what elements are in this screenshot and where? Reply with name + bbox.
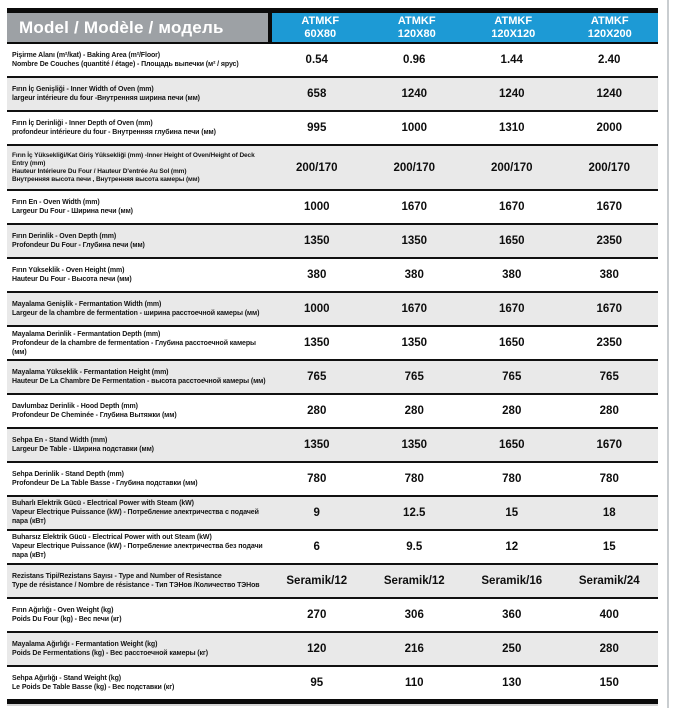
table-row <box>7 497 658 531</box>
row-label-line: Hauteur De La Chambre De Fermentation - высота расстоечной камеры (мм) <box>12 378 266 386</box>
row-value: 280 <box>502 405 522 418</box>
row-label-line: Fırın Derinlik - Oven Depth (mm) <box>12 233 117 241</box>
row-label <box>7 633 268 665</box>
table-row <box>7 565 658 599</box>
table-row <box>7 327 658 361</box>
row-label-line: Type de résistance / Nombre de résistance - Тип ТЭНов /Количество ТЭНов <box>12 581 260 589</box>
row-label-line: Poids De Fermentations (kg) - Вес расстоечной камеры (кг) <box>12 649 208 657</box>
row-label <box>7 44 268 76</box>
row-value: 120 <box>307 642 327 655</box>
table-row <box>7 667 658 699</box>
row-label <box>7 259 268 291</box>
row-value: 1350 <box>401 337 428 350</box>
column-size-label: 120X80 <box>397 27 436 40</box>
row-value: 1310 <box>498 121 525 134</box>
row-value: Seramik/16 <box>481 574 543 587</box>
row-value: 380 <box>307 269 327 282</box>
row-label <box>7 599 268 631</box>
row-value: 250 <box>502 642 522 655</box>
row-value: 1240 <box>498 87 525 100</box>
row-label <box>7 497 268 529</box>
row-value: 12.5 <box>403 506 426 519</box>
row-label-line: Mayalama Yükseklik - Fermantation Height (mm) <box>12 369 169 377</box>
row-value: 995 <box>307 121 327 134</box>
row-value: 2350 <box>596 337 623 350</box>
row-label <box>7 565 268 597</box>
column-size-label: 120X120 <box>491 27 536 40</box>
column-header-atmkf-120x200 <box>562 13 659 42</box>
row-label-line: Le Poids De Table Basse (kg) - Вес подставки (кг) <box>12 683 175 691</box>
row-value: 1650 <box>498 439 525 452</box>
column-series-label: ATMKF <box>301 15 340 27</box>
row-label-line: Sehpa En - Stand Width (mm) <box>12 437 108 445</box>
row-value: 380 <box>502 269 522 282</box>
table-row <box>7 259 658 293</box>
row-label <box>7 361 268 393</box>
column-header-atmkf-120x120 <box>465 13 562 42</box>
row-label-line: Mayalama Derinlik - Fermantation Depth (mm) <box>12 330 161 338</box>
row-label-line: Buharsız Elektrik Gücü - Electrical Power with out Steam (kW) <box>12 534 212 542</box>
row-value: 780 <box>502 473 522 485</box>
row-value: 6 <box>313 540 320 553</box>
row-label-line: Sehpa Ağırlığı - Stand Weight (kg) <box>12 674 121 682</box>
table-row <box>7 633 658 667</box>
row-value: 1.44 <box>500 53 523 66</box>
row-value: 1650 <box>498 337 525 350</box>
row-value: 658 <box>307 87 327 100</box>
table-row <box>7 112 658 146</box>
table-row <box>7 395 658 429</box>
row-label-line: largeur intérieure du four -Внутренняя ширина печи (мм) <box>12 94 200 102</box>
row-value: 130 <box>502 676 522 689</box>
row-value: 280 <box>404 405 424 418</box>
row-label-line: Profondeur De Cheminée - Глубина Вытяжки (мм) <box>12 412 177 420</box>
row-label <box>7 395 268 427</box>
row-label-line: Largeur De Table - Ширина подставки (мм) <box>12 446 154 454</box>
table-row <box>7 44 658 78</box>
row-label <box>7 327 268 359</box>
row-value: 1670 <box>498 303 525 316</box>
column-size-label: 120X200 <box>587 27 632 40</box>
row-label <box>7 78 268 110</box>
row-value: 1670 <box>596 303 623 316</box>
row-label-line: Rezistans Tipi/Rezistans Sayısı - Type and Number of Resistance <box>12 572 222 580</box>
row-value: 1350 <box>401 439 428 452</box>
table-row <box>7 599 658 633</box>
row-value: 1670 <box>596 439 623 452</box>
page-right-border <box>667 0 669 708</box>
row-label <box>7 293 268 325</box>
row-value: 200/170 <box>490 161 533 174</box>
row-label-line: profondeur intérieure du four - Внутренняя глубина печи (мм) <box>12 128 216 136</box>
row-label-line: Fırın En - Oven Width (mm) <box>12 199 100 207</box>
row-label-line: Fırın İç Derinliği - Inner Depth of Oven (mm) <box>12 119 153 127</box>
row-value: 1670 <box>498 201 525 214</box>
row-value: 765 <box>502 371 522 384</box>
row-value: 1000 <box>303 201 330 214</box>
row-label <box>7 191 268 223</box>
row-value: 280 <box>599 642 619 655</box>
row-value: 110 <box>404 676 424 689</box>
table-row <box>7 225 658 259</box>
row-label <box>7 225 268 257</box>
row-value: 1350 <box>303 235 330 248</box>
row-value: 360 <box>502 608 522 621</box>
row-label-line: Profondeur De La Table Basse - Глубина подставки (мм) <box>12 480 198 487</box>
row-value: 380 <box>599 269 619 282</box>
row-label-line: Fırın Yükseklik - Oven Height (mm) <box>12 267 125 275</box>
row-value: 12 <box>505 540 519 553</box>
row-value: 0.96 <box>403 53 426 66</box>
row-label-line: Hauteur Du Four - Высота печи (мм) <box>12 276 132 284</box>
row-value: 780 <box>307 473 327 485</box>
column-series-label: ATMKF <box>494 15 533 27</box>
row-value: 1000 <box>401 121 428 134</box>
row-label-line: Mayalama Genişlik - Fermantation Width (mm) <box>12 301 162 309</box>
row-value: 9.5 <box>406 540 423 553</box>
column-header-atmkf-60x80 <box>272 13 369 42</box>
row-label-line: Profondeur de la chambre de fermentation - Глубина расстоечной камеры (мм) <box>12 339 256 356</box>
row-label-line: Poids Du Four (kg) - Вес печи (кг) <box>12 615 122 623</box>
row-value: 15 <box>505 506 519 519</box>
column-series-label: ATMKF <box>590 15 629 27</box>
row-label-line: Mayalama Ağırlığı - Fermantation Weight (kg) <box>12 640 158 648</box>
row-value: 765 <box>404 371 424 384</box>
row-value: 1650 <box>498 235 525 248</box>
row-value: 200/170 <box>393 161 436 174</box>
row-value: Seramik/12 <box>383 574 445 587</box>
row-value: 1670 <box>401 303 428 316</box>
row-label-line: Sehpa Derinlik - Stand Depth (mm) <box>12 471 124 478</box>
table-row <box>7 361 658 395</box>
model-columns-band <box>272 13 658 42</box>
row-label-line: Внутренняя высота печи , Внутренняя высота камеры (мм) <box>12 175 200 183</box>
row-label-line: Fırın Ağırlığı - Oven Weight (kg) <box>12 606 114 614</box>
row-value: 270 <box>307 608 327 621</box>
row-value: 2000 <box>596 121 623 134</box>
row-label-line: Profondeur Du Four - Глубина печи (мм) <box>12 242 145 250</box>
row-label <box>7 463 268 495</box>
table-header-row <box>7 13 658 42</box>
table-row <box>7 78 658 112</box>
row-value: 400 <box>599 608 619 621</box>
row-label-line: Davlumbaz Derinlik - Hood Depth (mm) <box>12 403 138 411</box>
row-value: 780 <box>404 473 424 485</box>
row-value: 216 <box>404 642 424 655</box>
row-value: 200/170 <box>588 161 631 174</box>
row-label <box>7 112 268 144</box>
row-value: 280 <box>599 405 619 418</box>
row-value: 1670 <box>401 201 428 214</box>
row-value: 150 <box>599 676 619 689</box>
row-label-line: Nombre De Couches (quantité / étage) - Площадь выпечки (м² / ярус) <box>12 60 239 68</box>
row-value: 1350 <box>303 337 330 350</box>
row-value: 380 <box>404 269 424 282</box>
model-header-label: Model / Modèle / модель <box>19 17 224 37</box>
row-value: Seramik/24 <box>578 574 640 587</box>
row-value: 765 <box>307 371 327 384</box>
row-label-line: Buharlı Elektrik Gücü - Electrical Power with Steam (kW) <box>12 500 194 508</box>
table-row <box>7 146 658 191</box>
row-value: 9 <box>313 506 320 519</box>
row-label-line: Vapeur Electrique Puissance (kW) - Потребление электричества с подачей пара (кВт) <box>12 509 259 526</box>
row-value: 1240 <box>596 87 623 100</box>
row-value: 306 <box>404 608 424 621</box>
row-value: 280 <box>307 405 327 418</box>
column-series-label: ATMKF <box>397 15 436 27</box>
table-row <box>7 191 658 225</box>
row-label <box>7 667 268 699</box>
row-value: 2.40 <box>598 53 621 66</box>
row-value: 765 <box>599 371 619 384</box>
row-value: 1000 <box>303 303 330 316</box>
row-value: 18 <box>602 506 616 519</box>
table-row <box>7 463 658 497</box>
table-body <box>7 42 658 699</box>
row-label <box>7 531 268 563</box>
table-row <box>7 293 658 327</box>
row-label-line: Fırın İç Yüksekliği/Kat Giriş Yüksekliği (mm) -Inner Height of Oven/Height of Deck Entry (mm) <box>12 151 255 167</box>
row-label-line: Hauteur Intérieure Du Four / Hauteur D'entrée Au Sol (mm) <box>12 167 187 175</box>
row-value: 15 <box>602 540 616 553</box>
row-label-line: Pişirme Alanı (m²/kat) - Baking Area (m²/Floor) <box>12 51 161 59</box>
row-value: 200/170 <box>295 161 338 174</box>
row-value: 1670 <box>596 201 623 214</box>
row-value: 780 <box>599 473 619 485</box>
column-size-label: 60X80 <box>304 27 337 40</box>
row-label <box>7 146 268 189</box>
row-label-line: Largeur Du Four - Ширина печи (мм) <box>12 208 133 216</box>
row-value: 1350 <box>401 235 428 248</box>
row-value: Seramik/12 <box>286 574 348 587</box>
oven-spec-table <box>7 8 658 706</box>
column-header-atmkf-120x80 <box>369 13 466 42</box>
row-value: 1350 <box>303 439 330 452</box>
row-value: 95 <box>310 676 324 689</box>
table-row <box>7 531 658 565</box>
row-label-line: Fırın İç Genişliği - Inner Width of Oven (mm) <box>12 85 154 93</box>
row-label <box>7 429 268 461</box>
next-section-edge <box>7 704 658 706</box>
row-label-line: Vapeur Electrique Puissance (kW) - Потребление электричества без подачи пара (кВт) <box>12 543 263 560</box>
row-label-line: Largeur de la chambre de fermentation - ширина расстоечной камеры (мм) <box>12 310 260 318</box>
row-value: 2350 <box>596 235 623 248</box>
row-value: 0.54 <box>305 53 328 66</box>
model-header-cell <box>7 13 268 42</box>
table-row <box>7 429 658 463</box>
row-value: 1240 <box>401 87 428 100</box>
